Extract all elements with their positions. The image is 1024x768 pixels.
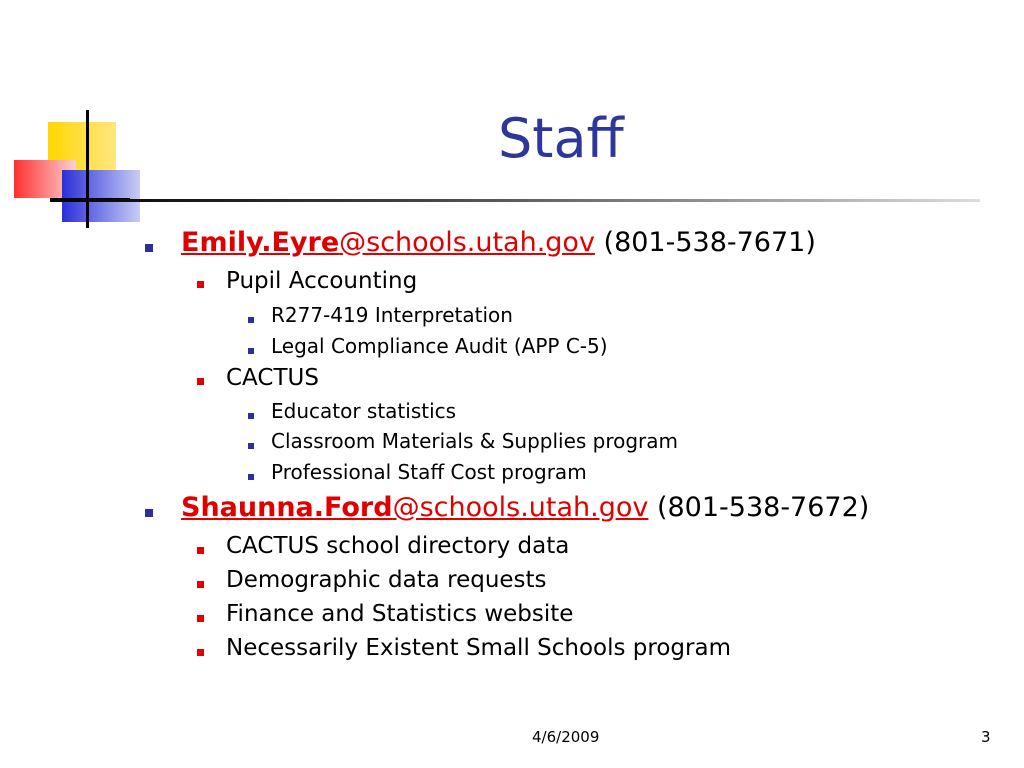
staff-entry-emily — [181, 229, 816, 256]
bullet-level2 — [197, 547, 204, 554]
bullet-level1 — [145, 244, 153, 252]
phone-shaunna: (801-538-7672) — [656, 492, 870, 523]
list-item: Classroom Materials & Supplies program — [271, 429, 679, 453]
list-item: R277-419 Interpretation — [271, 303, 513, 327]
email-link-emily[interactable]: Emily.Eyre@schools.utah.gov — [181, 227, 595, 258]
footer-date: 4/6/2009 — [532, 728, 600, 746]
list-item: Legal Compliance Audit (APP C-5) — [271, 334, 608, 358]
list-item: Demographic data requests — [226, 567, 547, 593]
list-item: Pupil Accounting — [226, 268, 418, 294]
bullet-level2 — [197, 615, 204, 622]
list-item: Necessarily Existent Small Schools program — [226, 635, 731, 661]
email-link-shaunna[interactable]: Shaunna.Ford@schools.utah.gov — [181, 492, 649, 523]
list-item: Professional Staff Cost program — [271, 460, 587, 484]
bullet-level1 — [145, 509, 153, 517]
bullet-level2 — [197, 378, 204, 385]
bullet-level3 — [248, 474, 254, 480]
slide-title: Staff — [498, 107, 624, 170]
page-number: 3 — [981, 728, 991, 746]
list-item: Educator statistics — [271, 399, 457, 423]
phone-emily: (801-538-7671) — [603, 227, 816, 258]
bullet-level2 — [197, 581, 204, 588]
list-item: CACTUS — [226, 365, 319, 391]
bullet-level3 — [248, 348, 254, 354]
bullet-level2 — [197, 281, 204, 288]
bullet-level3 — [248, 413, 254, 419]
list-item: Finance and Statistics website — [226, 601, 574, 627]
staff-entry-shaunna — [181, 494, 869, 521]
bullet-level3 — [248, 443, 254, 449]
list-item: CACTUS school directory data — [226, 533, 570, 559]
bullet-level2 — [197, 649, 204, 656]
bullet-level3 — [248, 317, 254, 323]
